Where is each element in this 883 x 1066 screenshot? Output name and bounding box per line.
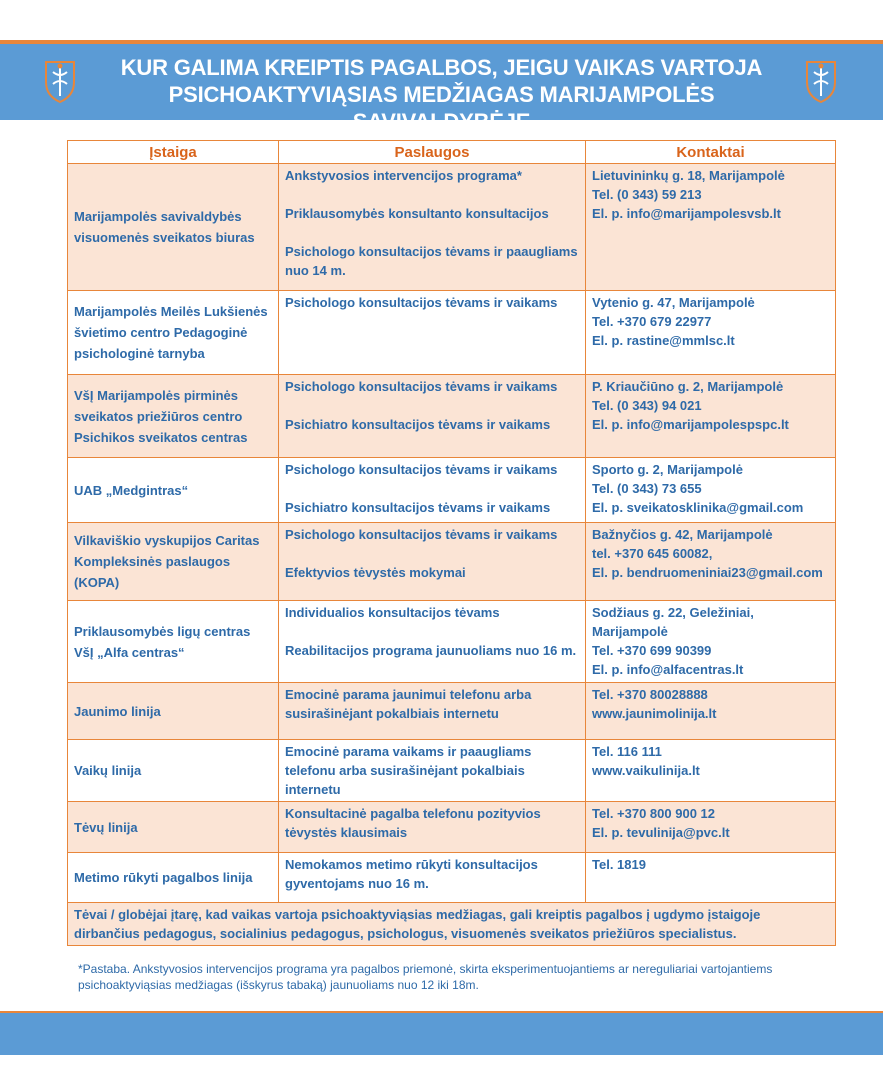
- services-cell: [279, 853, 586, 903]
- service-item: Ankstyvosios intervencijos programa*: [285, 168, 522, 183]
- contact-email[interactable]: El. p. info@marijampolesvsb.lt: [592, 206, 781, 221]
- institution-cell: Vilkaviškio vyskupijos Caritas Kompleksinės paslaugos (KOPA): [68, 523, 279, 601]
- institution-cell: Jaunimo linija: [68, 683, 279, 740]
- service-item: Psichiatro konsultacijos tėvams ir vaikams: [285, 417, 551, 432]
- contact-address: P. Kriaučiūno g. 2, Marijampolė: [592, 379, 784, 394]
- services-cell: [279, 802, 586, 853]
- table-row: [68, 375, 836, 458]
- contact-address: Lietuvininkų g. 18, Marijampolė: [592, 168, 785, 183]
- table-row: [68, 523, 836, 601]
- service-item: Efektyvios tėvystės mokymai: [285, 565, 466, 580]
- services-cell: [279, 740, 586, 802]
- table-row: [68, 740, 836, 802]
- column-header-services: Paslaugos: [279, 141, 586, 164]
- services-cell: [279, 164, 586, 291]
- contacts-cell: [586, 458, 836, 523]
- service-item: Konsultacinė pagalba telefonu pozityvios tėvystės klausimais: [285, 806, 541, 840]
- contact-email[interactable]: El. p. info@alfacentras.lt: [592, 662, 744, 677]
- contact-phone: Tel. (0 343) 73 655: [592, 481, 702, 496]
- contact-email[interactable]: El. p. info@marijampolespspc.lt: [592, 417, 789, 432]
- column-header-institution: Įstaiga: [68, 141, 279, 164]
- contact-phone: Tel. +370 800 900 12: [592, 806, 715, 821]
- table-row: [68, 458, 836, 523]
- service-item: Emocinė parama jaunimui telefonu arba susirašinėjant pokalbiais internetu: [285, 687, 532, 721]
- table-row: [68, 291, 836, 375]
- contact-email[interactable]: El. p. sveikatosklinika@gmail.com: [592, 500, 804, 515]
- services-cell: [279, 458, 586, 523]
- footer-bar: [0, 1011, 883, 1055]
- services-cell: [279, 291, 586, 375]
- contact-phone: Tel. +370 679 22977: [592, 314, 712, 329]
- service-item: Individualios konsultacijos tėvams: [285, 605, 500, 620]
- contact-phone: Tel. (0 343) 59 213: [592, 187, 702, 202]
- services-table: [67, 140, 836, 946]
- contact-address: Vytenio g. 47, Marijampolė: [592, 295, 755, 310]
- service-item: Priklausomybės konsultanto konsultacijos: [285, 206, 549, 221]
- contact-phone: Tel. +370 80028888: [592, 687, 708, 702]
- contact-address: Bažnyčios g. 42, Marijampolė: [592, 527, 773, 542]
- contacts-cell: [586, 291, 836, 375]
- contacts-cell: [586, 164, 836, 291]
- services-cell: [279, 375, 586, 458]
- contact-phone: Tel. (0 343) 94 021: [592, 398, 702, 413]
- institution-cell: Metimo rūkyti pagalbos linija: [68, 853, 279, 903]
- institution-cell: VšĮ Marijampolės pirminės sveikatos priežiūros centro Psichikos sveikatos centras: [68, 375, 279, 458]
- header-banner: [0, 40, 883, 134]
- table-header-row: [68, 141, 836, 164]
- column-header-contacts: Kontaktai: [586, 141, 836, 164]
- service-item: Psichologo konsultacijos tėvams ir vaikams: [285, 295, 558, 310]
- page-title-line-2: PSICHOAKTYVIĄSIAS MEDŽIAGAS MARIJAMPOLĖS SAVIVALDYBĖJE: [168, 82, 715, 134]
- services-cell: [279, 523, 586, 601]
- table-row: [68, 601, 836, 683]
- contacts-cell: [586, 740, 836, 802]
- institution-cell: Vaikų linija: [68, 740, 279, 802]
- institution-cell: Tėvų linija: [68, 802, 279, 853]
- contacts-cell: [586, 683, 836, 740]
- table-row: [68, 853, 836, 903]
- contacts-cell: [586, 853, 836, 903]
- contacts-cell: [586, 601, 836, 683]
- services-cell: [279, 683, 586, 740]
- service-item: Psichologo konsultacijos tėvams ir vaikams: [285, 462, 558, 477]
- institution-cell: Marijampolės Meilės Lukšienės švietimo centro Pedagoginė psichologinė tarnyba: [68, 291, 279, 375]
- contact-email[interactable]: El. p. tevulinija@pvc.lt: [592, 825, 730, 840]
- table-note-row: [68, 903, 836, 946]
- service-item: Psichologo konsultacijos tėvams ir vaikams: [285, 379, 558, 394]
- page-title: [95, 54, 788, 135]
- coat-of-arms-icon: [42, 56, 78, 104]
- contacts-cell: [586, 375, 836, 458]
- contact-phone: tel. +370 645 60082,: [592, 546, 713, 561]
- contact-address: Sporto g. 2, Marijampolė: [592, 462, 743, 477]
- contact-website[interactable]: www.vaikulinija.lt: [592, 763, 700, 778]
- table-note: Tėvai / globėjai įtarę, kad vaikas vartoja psichoaktyviąsias medžiagas, gali kreiptis pagalbos į ugdymo įstaigoje dirbančius pedagogus, socialinius pedagogus, psichologus, visuomenės sveikatos priežiūros specialistus.: [68, 903, 836, 946]
- service-item: Psichologo konsultacijos tėvams ir vaikams: [285, 527, 558, 542]
- service-item: Reabilitacijos programa jaunuoliams nuo 16 m.: [285, 643, 577, 658]
- contacts-cell: [586, 523, 836, 601]
- contact-email[interactable]: El. p. bendruomeniniai23@gmail.com: [592, 565, 823, 580]
- contacts-cell: [586, 802, 836, 853]
- service-item: Nemokamos metimo rūkyti konsultacijos gyventojams nuo 16 m.: [285, 857, 538, 891]
- services-cell: [279, 601, 586, 683]
- footnote: *Pastaba. Ankstyvosios intervencijos programa yra pagalbos priemonė, skirta eksperimentuojantiems ar nereguliariai vartojantiems psichoaktyviąsias medžiagas (išskyrus tabaką) jaunuoliams nuo 12 iki 18m.: [78, 962, 773, 992]
- institution-cell: Priklausomybės ligų centras VšĮ „Alfa centras“: [68, 601, 279, 683]
- service-item: Psichiatro konsultacijos tėvams ir vaikams: [285, 500, 551, 515]
- contact-phone: Tel. 116 111: [592, 744, 662, 759]
- institution-cell: Marijampolės savivaldybės visuomenės sveikatos biuras: [68, 164, 279, 291]
- contact-address: Sodžiaus g. 22, Geležiniai, Marijampolė: [592, 605, 754, 639]
- contact-email[interactable]: El. p. rastine@mmlsc.lt: [592, 333, 735, 348]
- contact-website[interactable]: www.jaunimolinija.lt: [592, 706, 717, 721]
- contact-phone: Tel. 1819: [592, 857, 646, 872]
- table-row: [68, 683, 836, 740]
- contact-phone: Tel. +370 699 90399: [592, 643, 712, 658]
- page-title-line-1: KUR GALIMA KREIPTIS PAGALBOS, JEIGU VAIKAS VARTOJA: [120, 55, 763, 80]
- service-item: Emocinė parama vaikams ir paaugliams telefonu arba susirašinėjant pokalbiais internetu: [285, 744, 532, 797]
- service-item: Psichologo konsultacijos tėvams ir paaugliams nuo 14 m.: [285, 244, 578, 278]
- table-row: [68, 164, 836, 291]
- coat-of-arms-icon: [803, 56, 839, 104]
- table-row: [68, 802, 836, 853]
- institution-cell: UAB „Medgintras“: [68, 458, 279, 523]
